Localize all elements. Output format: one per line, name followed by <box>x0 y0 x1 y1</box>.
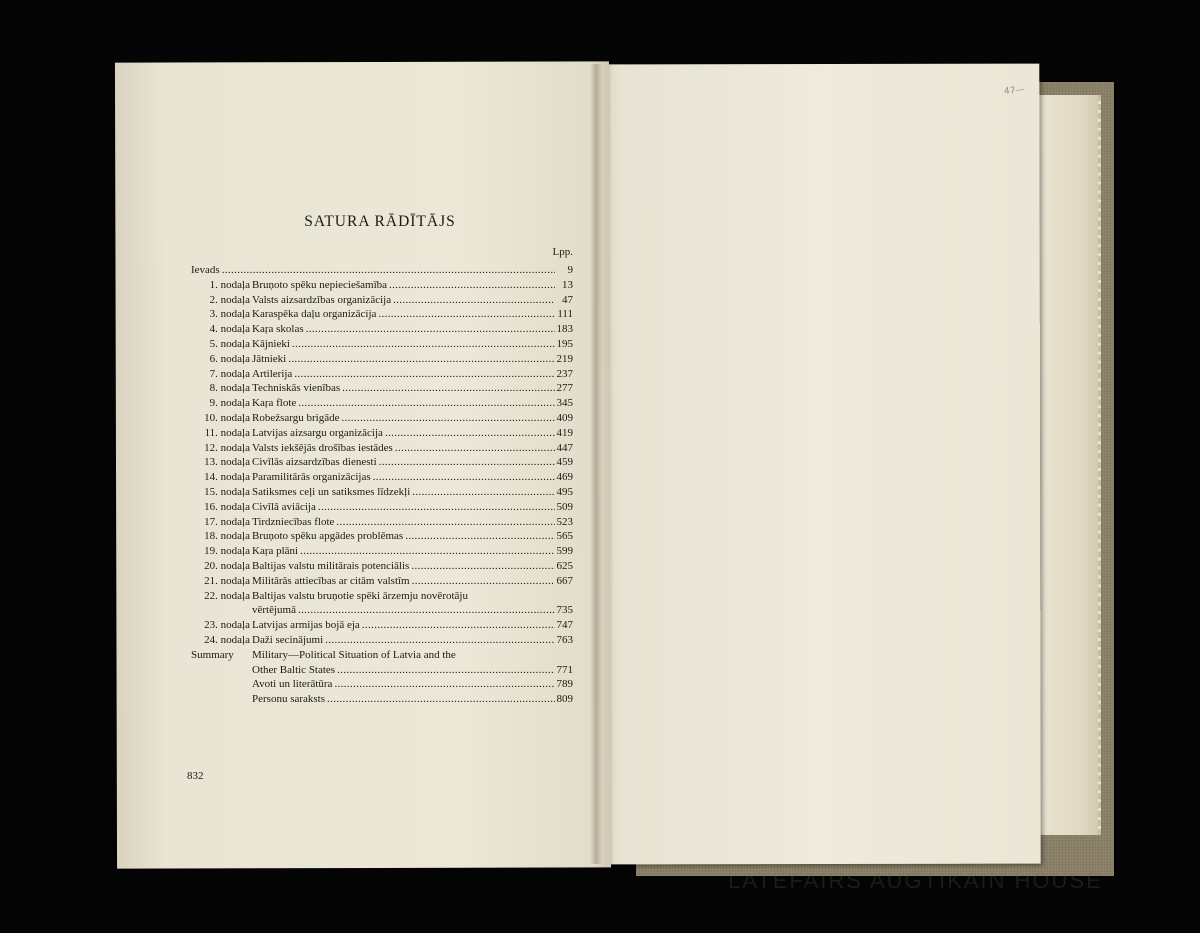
toc-entry-title: Kaŗa flote <box>252 397 297 410</box>
toc-entry-title: Daži secinājumi <box>252 633 324 646</box>
right-page <box>594 64 1040 865</box>
toc-entry-number: 24. nodaļa <box>204 633 250 646</box>
leader-dots <box>300 544 554 559</box>
toc-row <box>191 559 573 574</box>
toc-row <box>191 381 573 396</box>
toc-entry-page: 447 <box>556 441 573 454</box>
leader-dots <box>412 574 555 589</box>
toc-entry-page: 459 <box>556 456 573 469</box>
toc-entry-page: 237 <box>556 367 573 380</box>
toc-entry-page: 9 <box>567 264 573 276</box>
leader-dots <box>405 529 554 544</box>
leader-dots <box>222 263 555 278</box>
toc-entry-number: 9. nodaļa <box>209 397 250 410</box>
toc-entry-page: 771 <box>556 663 573 676</box>
toc-entry-page: 565 <box>556 530 573 543</box>
leader-dots <box>292 337 555 352</box>
table-of-contents <box>191 244 573 707</box>
toc-row <box>191 470 573 485</box>
toc-entry-number: 21. nodaļa <box>204 574 250 587</box>
toc-entry-page: 345 <box>556 397 573 410</box>
toc-entry-page: 747 <box>556 619 573 632</box>
toc-entry-page: 809 <box>556 693 573 706</box>
toc-entry-title: Valsts iekšējās drošības iestādes <box>252 441 393 454</box>
toc-entry-title: Avoti un literātūra <box>252 678 333 691</box>
leader-dots <box>298 396 554 411</box>
toc-entry-title-continued: vērtējumā <box>252 604 296 617</box>
toc-entry-page: 183 <box>556 323 573 336</box>
toc-entry-page: 599 <box>556 545 573 558</box>
toc-row <box>191 529 573 544</box>
leader-dots <box>362 618 555 633</box>
toc-entry-number: 16. nodaļa <box>204 500 250 513</box>
toc-row <box>191 485 573 500</box>
toc-entry-number: 17. nodaļa <box>204 515 250 528</box>
leader-dots <box>288 352 554 367</box>
toc-entry-number: 23. nodaļa <box>204 619 250 632</box>
toc-row <box>191 396 573 411</box>
toc-entry-number: 15. nodaļa <box>204 485 250 498</box>
toc-entry-number: 19. nodaļa <box>204 545 250 558</box>
book-gutter <box>590 64 602 864</box>
leader-dots <box>412 485 554 500</box>
leader-dots <box>294 367 554 382</box>
toc-entry-page: 509 <box>556 500 573 513</box>
toc-entry-title: Kaŗa plāni <box>252 545 299 558</box>
leader-dots <box>411 559 554 574</box>
toc-row-intro <box>191 263 573 278</box>
toc-row <box>191 307 573 322</box>
toc-row <box>191 278 573 293</box>
toc-entry-title: Tirdzniecības flote <box>252 515 335 528</box>
leader-dots <box>385 426 555 441</box>
leader-dots <box>393 293 555 308</box>
toc-entry-title: Artilerija <box>252 367 293 380</box>
leader-dots <box>395 441 555 456</box>
toc-row <box>191 589 573 604</box>
toc-row <box>191 322 573 337</box>
toc-entry-title: Baltijas valstu bruņotie spēki ārzemju novērotāju <box>252 589 468 602</box>
toc-entry-page: 219 <box>556 352 573 365</box>
toc-entry-title: Personu saraksts <box>252 693 326 706</box>
toc-entry-number: 22. nodaļa <box>204 589 250 602</box>
watermark: LATEFAIRS AUGTIKAIN HOUSE <box>728 868 1103 893</box>
page-number: 832 <box>187 770 204 782</box>
leader-dots <box>341 411 554 426</box>
toc-entry-number: 12. nodaļa <box>204 441 250 454</box>
toc-entry-number: 11. nodaļa <box>204 426 250 439</box>
toc-row-continued <box>191 603 573 618</box>
toc-entry-title: Militārās attiecības ar citām valstīm <box>252 574 410 587</box>
toc-row <box>191 441 573 456</box>
leader-dots <box>327 692 554 707</box>
leader-dots <box>342 381 554 396</box>
toc-title: SATURA RĀDĪTĀJS <box>304 213 456 230</box>
pencil-mark: 47— <box>1003 84 1025 98</box>
toc-entry-title: Jātnieki <box>252 352 287 365</box>
leader-dots <box>373 470 555 485</box>
leader-dots <box>336 515 554 530</box>
toc-entry-number: 2. nodaļa <box>209 293 250 306</box>
toc-entry-page: 625 <box>556 559 573 572</box>
toc-entry-page: 419 <box>556 426 573 439</box>
toc-entry-title: Ievads <box>191 264 220 276</box>
toc-entry-title: Paramilitārās organizācijas <box>252 471 371 484</box>
toc-entry-title: Satiksmes ceļi un satiksmes līdzekļi <box>252 485 411 498</box>
toc-entry-page: 469 <box>556 471 573 484</box>
toc-entry-title-continued: Other Baltic States <box>252 663 336 676</box>
toc-entry-page: 195 <box>556 337 573 350</box>
toc-entry-number: 20. nodaļa <box>204 559 250 572</box>
toc-row <box>191 367 573 382</box>
toc-row-continued <box>191 663 573 678</box>
page-column-label: Lpp. <box>552 246 573 258</box>
toc-entry-title: Bruņoto spēku nepieciešamība <box>252 278 388 291</box>
toc-entry-number: 7. nodaļa <box>209 367 250 380</box>
leader-dots <box>379 455 555 470</box>
toc-row <box>191 500 573 515</box>
toc-entry-number: Summary <box>191 648 234 661</box>
toc-entry-title: Baltijas valstu militārais potenciālis <box>252 559 410 572</box>
toc-entry-number: 4. nodaļa <box>209 323 250 336</box>
toc-entry-number: 3. nodaļa <box>209 308 250 321</box>
leader-dots <box>325 633 554 648</box>
toc-entry-page: 111 <box>557 308 573 321</box>
leader-dots <box>306 322 555 337</box>
toc-row <box>191 544 573 559</box>
toc-row <box>191 426 573 441</box>
toc-row <box>191 677 573 692</box>
leader-dots <box>337 663 554 678</box>
toc-row-summary <box>191 648 573 663</box>
toc-row <box>191 293 573 308</box>
toc-entry-title: Kājnieki <box>252 337 290 350</box>
leader-dots <box>378 307 555 322</box>
leader-dots <box>334 677 554 692</box>
leader-dots <box>318 500 555 515</box>
toc-entry-page: 277 <box>556 382 573 395</box>
toc-entry-number: 13. nodaļa <box>204 456 250 469</box>
toc-row <box>191 455 573 470</box>
toc-entry-title: Robežsargu brigāde <box>252 411 340 424</box>
toc-entry-page: 409 <box>556 411 573 424</box>
toc-entry-page: 667 <box>556 574 573 587</box>
toc-entry-title: Techniskās vienības <box>252 382 341 395</box>
toc-entry-title: Karaspēka daļu organizācija <box>252 308 377 321</box>
toc-row <box>191 633 573 648</box>
toc-entry-title: Kaŗa skolas <box>252 323 304 336</box>
toc-row <box>191 352 573 367</box>
toc-row <box>191 692 573 707</box>
toc-entry-page: 495 <box>556 485 573 498</box>
toc-entry-number: 18. nodaļa <box>204 530 250 543</box>
toc-entry-page: 47 <box>562 293 573 306</box>
toc-row <box>191 515 573 530</box>
toc-entry-number: 1. nodaļa <box>209 278 250 291</box>
toc-entry-number: 14. nodaļa <box>204 471 250 484</box>
toc-entry-page: 763 <box>556 633 573 646</box>
toc-entry-page: 735 <box>556 604 573 617</box>
toc-row <box>191 574 573 589</box>
endpaper-edge <box>1030 95 1101 835</box>
leader-dots <box>298 603 555 618</box>
toc-entry-page: 523 <box>556 515 573 528</box>
toc-entry-title: Military—Political Situation of Latvia and the <box>252 648 456 661</box>
toc-row <box>191 411 573 426</box>
toc-entry-title: Latvijas aizsargu organizācija <box>252 426 383 439</box>
leader-dots <box>389 278 555 293</box>
toc-entry-number: 8. nodaļa <box>209 382 250 395</box>
toc-row <box>191 618 573 633</box>
toc-entry-title: Latvijas armijas bojā eja <box>252 619 360 632</box>
toc-entry-page: 13 <box>562 278 573 291</box>
toc-entry-title: Valsts aizsardzības organizācija <box>252 293 392 306</box>
toc-entry-number: 6. nodaļa <box>209 352 250 365</box>
toc-entry-title: Bruņoto spēku apgādes problēmas <box>252 530 404 543</box>
toc-entry-number: 10. nodaļa <box>204 411 250 424</box>
toc-entry-title: Civīlā aviācija <box>252 500 316 513</box>
toc-entry-page: 789 <box>556 678 573 691</box>
toc-entry-title: Civīlās aizsardzības dienesti <box>252 456 377 469</box>
toc-row <box>191 337 573 352</box>
toc-entry-number: 5. nodaļa <box>209 337 250 350</box>
